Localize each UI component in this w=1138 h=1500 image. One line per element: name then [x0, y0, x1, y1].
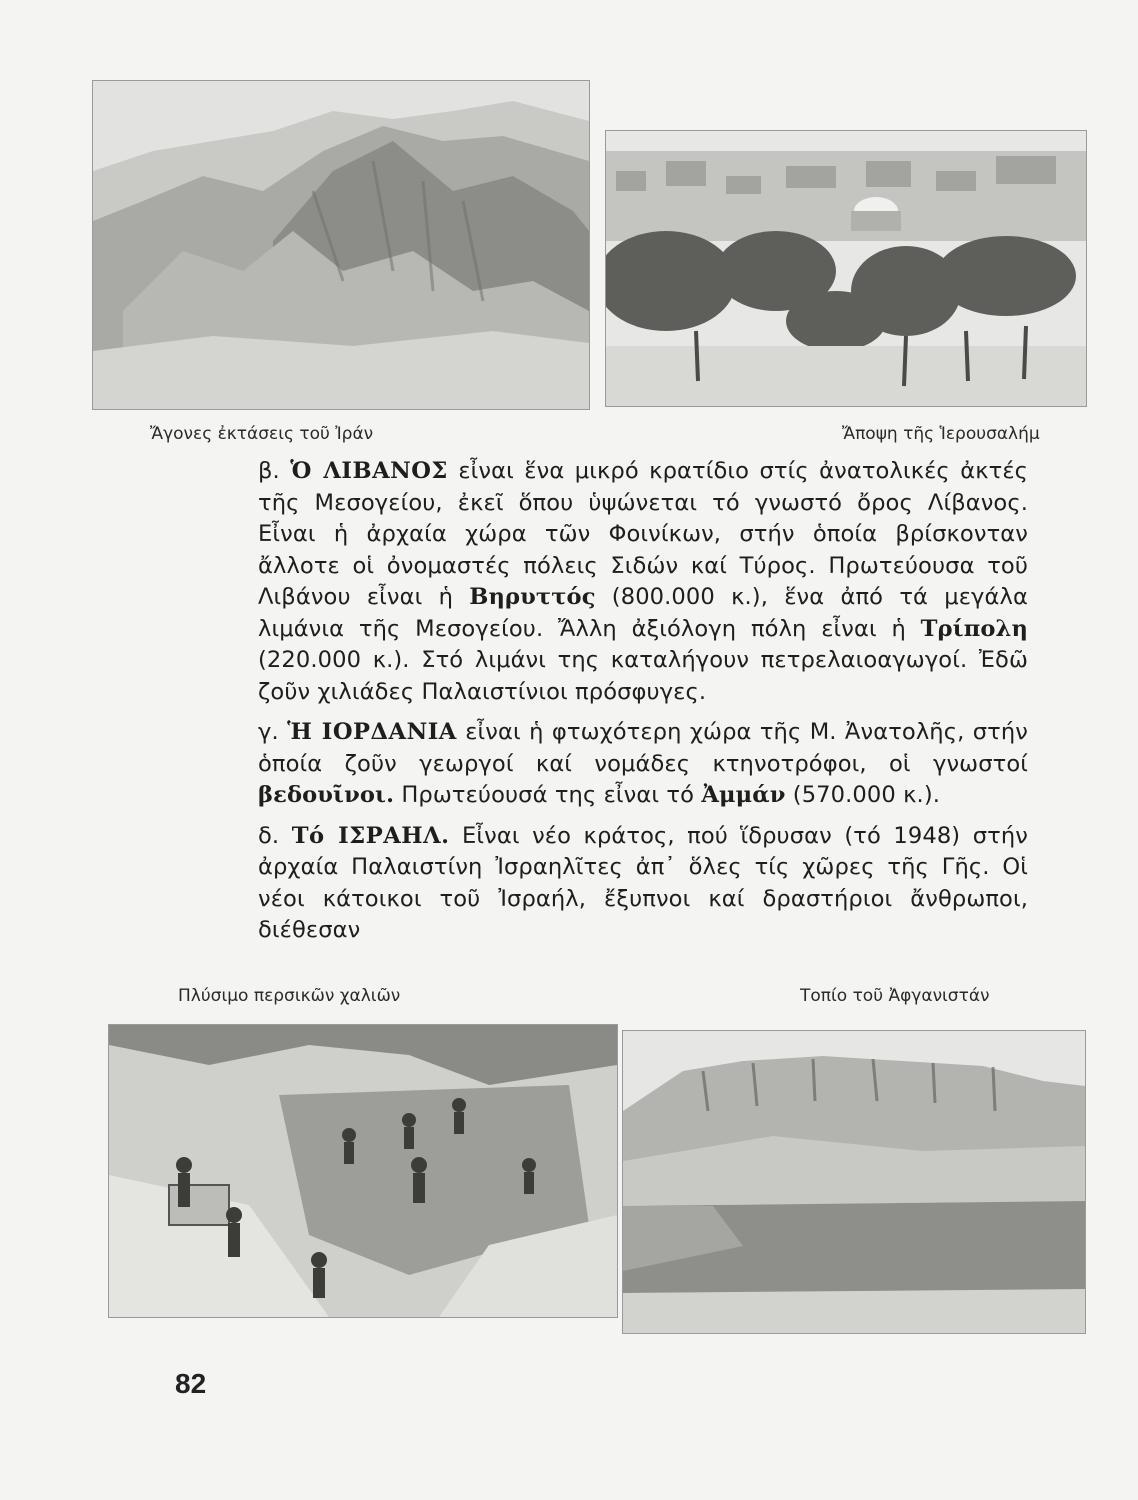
caption-iran: Ἄγονες ἐκτάσεις τοῦ Ἰράν: [150, 424, 374, 444]
text-jordan-1: εἶναι ἡ φτωχότερη χώρα τῆς Μ. Ἀνατολῆς, στήν ὁποία ζοῦν γεωργοί καί νομάδες κτηνοτρόφοι, οἱ γνωστοί: [258, 719, 1028, 777]
section-marker-lebanon: β.: [258, 458, 280, 484]
heading-lebanon: Ὁ ΛΙΒΑΝΟΣ: [290, 458, 448, 484]
page-number: 82: [175, 1368, 207, 1399]
barren-hills-image: [93, 81, 589, 409]
text-lebanon-2: (800.000 κ.), ἕνα ἀπό τά μεγάλα λιμάνια τῆς Μεσογείου. Ἄλλη ἀξιόλογη πόλη εἶναι ἡ: [258, 584, 1028, 642]
caption-jerusalem: Ἄποψη τῆς Ἱερουσαλήμ: [842, 424, 1040, 444]
caption-carpet-washing: Πλύσιμο περσικῶν χαλιῶν: [178, 986, 401, 1006]
heading-israel: Τό ΙΣΡΑΗΛ.: [291, 822, 450, 849]
capital-amman: Ἀμμάν: [701, 782, 786, 808]
text-israel-1: Εἶναι νέο κράτος, πού ἵδρυσαν (τό 1948) στήν ἀρχαία Παλαιστίνη Ἰσραηλῖτες ἀπ᾿ ὅλες τίς χῶρες τῆς Γῆς. Οἱ νέοι κάτοικοι τοῦ Ἰσραήλ, ἔξυπνοι καί δραστήριοι ἄνθρωποι, διέθεσαν: [258, 822, 1028, 943]
text-jordan-2: Πρωτεύουσά της εἶναι τό: [394, 782, 702, 808]
photo-barren-iran: [92, 80, 590, 410]
photo-jerusalem: [605, 130, 1087, 407]
caption-afghanistan: Τοπίο τοῦ Ἀφγανιστάν: [800, 986, 990, 1006]
paragraph-israel: [258, 821, 1028, 947]
text-jordan-3: (570.000 κ.).: [785, 782, 941, 808]
capital-beirut: Βηρυττός: [469, 584, 596, 610]
section-marker-jordan: γ.: [258, 719, 279, 745]
heading-jordan: Ἡ ΙΟΡΔΑΝΙΑ: [287, 719, 457, 745]
photo-afghanistan: [622, 1030, 1086, 1334]
text-lebanon-1: εἶναι ἕνα μικρό κρατίδιο στίς ἀνατολικές ἀκτές τῆς Μεσογείου, ἐκεῖ ὅπου ὑψώνεται τό γνωστό ὄρος Λίβανος. Εἶναι ἡ ἀρχαία χώρα τῶν Φοινίκων, στήν ὁποία βρίσκονταν ἄλλοτε οἱ ὀνομαστές πόλεις Σιδών καί Τύρος. Πρωτεύουσα τοῦ Λιβάνου εἶναι ἡ: [258, 458, 1029, 610]
carpet-washing-image: [109, 1025, 617, 1317]
jerusalem-view-image: [606, 131, 1086, 406]
afghanistan-landscape-image: [623, 1031, 1085, 1333]
section-marker-israel: δ.: [258, 822, 280, 849]
photo-carpet-washing: [108, 1024, 618, 1318]
paragraph-lebanon: [258, 456, 1028, 708]
main-text: [258, 456, 1028, 947]
city-tripoli: Τρίπολη: [920, 615, 1028, 642]
paragraph-jordan: [258, 717, 1028, 812]
bedouins-term: βεδουῖνοι.: [258, 782, 395, 808]
text-lebanon-3: (220.000 κ.). Στό λιμάνι της καταλήγουν πετρελαιοαγωγοί. Ἐδῶ ζοῦν χιλιάδες Παλαιστίνιοι πρόσφυγες.: [258, 647, 1028, 705]
